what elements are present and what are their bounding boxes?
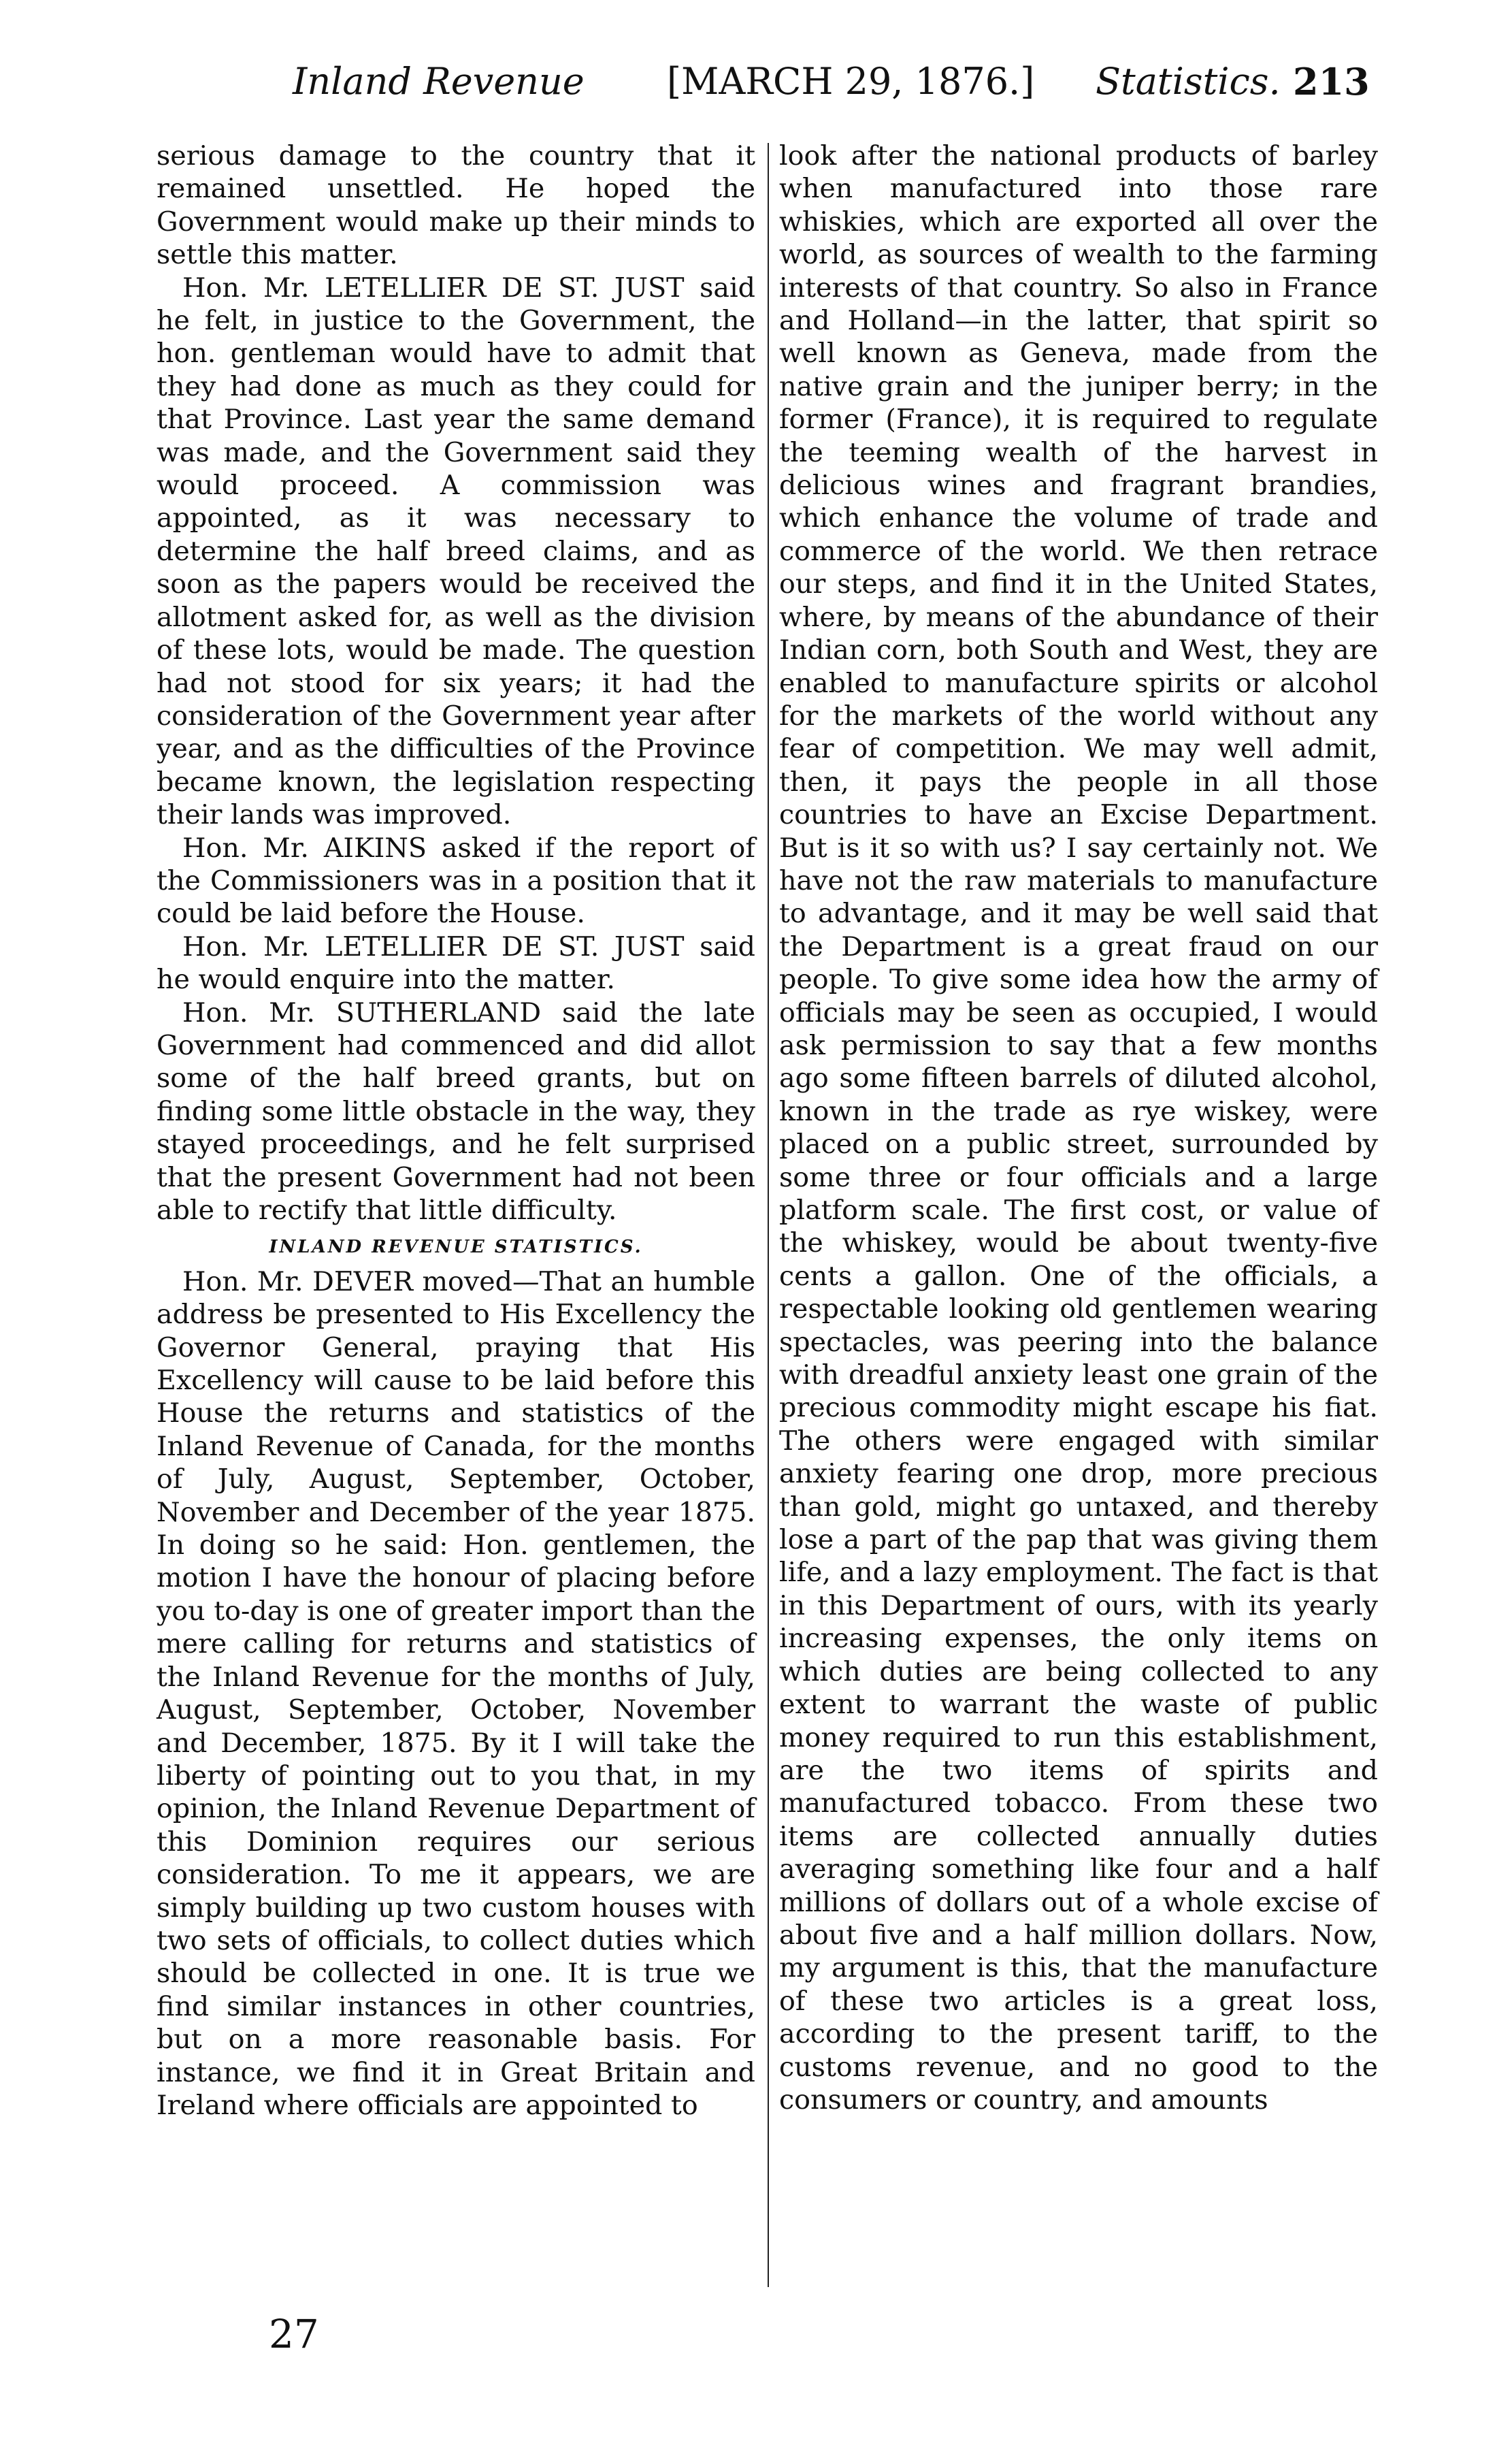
paragraph: Hon. Mr. SUTHERLAND said the late Government had commenced and did allot some of the half breed grants, but on finding some little obstacle in the way, they stayed proceedings, and he felt surprised that the present Government had not been able to rectify that little difficulty. xyxy=(157,997,755,1226)
signature-mark: 27 xyxy=(269,2311,319,2357)
paragraph: Hon. Mr. DEVER moved—That an humble address be presented to His Excellency the Governor General, praying that His Excellency will cause to be laid before this House the returns and statistics of the Inland Revenue of Canada, for the months of July, August, September, October, November and December of the year 1875. In doing so he said: Hon. gentlemen, the motion I have the honour of placing before you to-day is one of greater import than the mere calling for returns and statistics of the Inland Revenue for the months of July, August, September, October, November and December, 1875. By it I will take the liberty of pointing out to you that, in my opinion, the Inland Revenue Department of this Dominion requires our serious consideration. To me it appears, we are simply building up two custom houses with two sets of officials, to collect duties which should be collected in one. It is true we find similar instances in other countries, but on a more reasonable basis. For instance, we find it in Great Britain and Ireland where officials are appointed to xyxy=(157,1265,755,2121)
header-section-title: Inland Revenue xyxy=(293,60,585,103)
section-heading: INLAND REVENUE STATISTICS. xyxy=(269,1237,643,1258)
paragraph: Hon. Mr. AIKINS asked if the report of the Commissioners was in a position that it could be laid before the House. xyxy=(157,832,755,930)
header-date: [MARCH 29, 1876.] xyxy=(667,60,1035,103)
page-number: 213 xyxy=(1293,60,1370,103)
paragraph: Hon. Mr. LETELLIER DE ST. JUST said he would enquire into the matter. xyxy=(157,930,755,996)
column-divider xyxy=(768,143,769,2287)
paragraph: serious damage to the country that it remained unsettled. He hoped the Government would make up their minds to settle this matter. xyxy=(157,140,755,271)
header-topic: Statistics. xyxy=(1096,60,1281,103)
right-column xyxy=(779,140,1378,2116)
paragraph: look after the national products of barley when manufactured into those rare whiskies, which are exported all over the world, as sources of wealth to the farming interests of that country. So also in France and Holland—in the latter, that spirit so well known as Geneva, made from the native grain and the juniper berry; in the former (France), it is required to regulate the teeming wealth of the harvest in delicious wines and fragrant brandies, which enhance the volume of trade and commerce of the world. We then retrace our steps, and find it in the United States, where, by means of the abundance of their Indian corn, both South and West, they are enabled to manufacture spirits or alcohol for the markets of the world without any fear of competition. We may well admit, then, it pays the people in all those countries to have an Excise Department. But is it so with us? I say certainly not. We have not the raw materials to manufacture to advantage, and it may be well said that the Department is a great fraud on our people. To give some idea how the army of officials may be seen as occupied, I would ask permission to say that a few months ago some fifteen barrels of diluted alcohol, known in the trade as rye wiskey, were placed on a public street, surrounded by some three or four officials and a large platform scale. The first cost, or value of the whiskey, would be about twenty-five cents a gallon. One of the officials, a respectable looking old gentlemen wearing spectacles, was peering into the balance with dreadful anxiety least one grain of the precious commodity might escape his fiat. The others were engaged with similar anxiety fearing one drop, more precious than gold, might go untaxed, and thereby lose a part of the pap that was giving them life, and a lazy employment. The fact is that in this Department of ours, with its yearly increasing expenses, the only items on which duties are being collected to any extent to warrant the waste of public money required to run this establishment, are the two items of spirits and manufactured tobacco. From these two items are collected annually duties averaging something like four and a half millions of dollars out of a whole excise of about five and a half million dollars. Now, my argument is this, that the manufacture of these two articles is a great loss, according to the present tariff, to the customs revenue, and no good to the consumers or country, and amounts xyxy=(779,140,1378,2116)
paragraph: Hon. Mr. LETELLIER DE ST. JUST said he felt, in justice to the Government, the hon. gentleman would have to admit that they had done as much as they could for that Province. Last year the same demand was made, and the Government said they would proceed. A commission was appointed, as it was necessary to determine the half breed claims, and as soon as the papers would be received the allotment asked for, as well as the division of these lots, would be made. The question had not stood for six years; it had the consideration of the Government year after year, and as the difficulties of the Province became known, the legislation respecting their lands was improved. xyxy=(157,272,755,831)
left-column xyxy=(157,140,755,2122)
running-header xyxy=(157,60,1395,121)
